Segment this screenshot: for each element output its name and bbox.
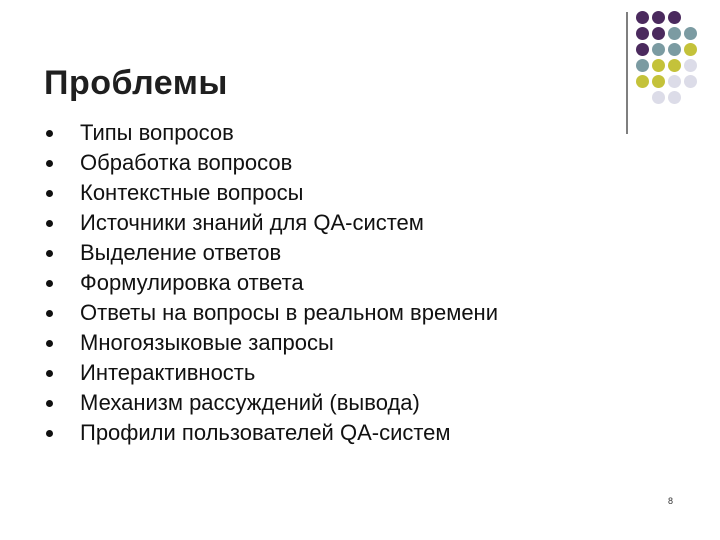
decorative-dot (668, 91, 681, 104)
bullet-text: Контекстные вопросы (80, 180, 304, 205)
bullet-item (46, 178, 498, 208)
decorative-dot (684, 11, 697, 24)
decorative-dot (636, 91, 649, 104)
decorative-dot (652, 11, 665, 24)
decorative-dot (652, 75, 665, 88)
slide-title: Проблемы (44, 64, 228, 102)
bullet-text: Механизм рассуждений (вывода) (80, 390, 420, 415)
decorative-dot (668, 75, 681, 88)
bullet-item (46, 388, 498, 418)
bullet-icon (46, 370, 53, 377)
decorative-dot (652, 59, 665, 72)
decorative-dot (652, 27, 665, 40)
bullet-item (46, 118, 498, 148)
decorative-dot (684, 27, 697, 40)
bullet-item (46, 148, 498, 178)
bullet-icon (46, 310, 53, 317)
bullet-text: Источники знаний для QA-систем (80, 210, 424, 235)
decorative-dot (652, 43, 665, 56)
bullet-text: Типы вопросов (80, 120, 234, 145)
decorative-dot (684, 91, 697, 104)
vertical-divider (626, 12, 628, 134)
decorative-dot (684, 43, 697, 56)
decorative-dot (652, 91, 665, 104)
bullet-text: Многоязыковые запросы (80, 330, 334, 355)
bullet-text: Профили пользователей QA-систем (80, 420, 451, 445)
decorative-dot (668, 59, 681, 72)
decorative-dot (668, 27, 681, 40)
bullet-item (46, 358, 498, 388)
bullet-item (46, 328, 498, 358)
decorative-dot (668, 11, 681, 24)
bullet-icon (46, 430, 53, 437)
bullet-text: Интерактивность (80, 360, 256, 385)
bullet-icon (46, 400, 53, 407)
bullet-item (46, 208, 498, 238)
bullet-icon (46, 250, 53, 257)
bullet-text: Формулировка ответа (80, 270, 304, 295)
decorative-dot (684, 75, 697, 88)
bullet-icon (46, 190, 53, 197)
decorative-dot (684, 59, 697, 72)
decorative-dot (636, 11, 649, 24)
bullet-item (46, 268, 498, 298)
bullet-icon (46, 280, 53, 287)
bullet-icon (46, 130, 53, 137)
bullet-icon (46, 340, 53, 347)
bullet-item (46, 298, 498, 328)
bullet-item (46, 418, 498, 448)
decorative-dot (636, 43, 649, 56)
decorative-dot (636, 59, 649, 72)
bullet-list (46, 118, 498, 448)
decorative-dot (636, 75, 649, 88)
decorative-dot (636, 27, 649, 40)
bullet-icon (46, 160, 53, 167)
bullet-text: Ответы на вопросы в реальном времени (80, 300, 498, 325)
decorative-dot (668, 43, 681, 56)
decorative-dot-grid (636, 11, 697, 104)
bullet-item (46, 238, 498, 268)
page-number: 8 (668, 496, 674, 506)
bullet-icon (46, 220, 53, 227)
bullet-text: Обработка вопросов (80, 150, 293, 175)
bullet-text: Выделение ответов (80, 240, 282, 265)
